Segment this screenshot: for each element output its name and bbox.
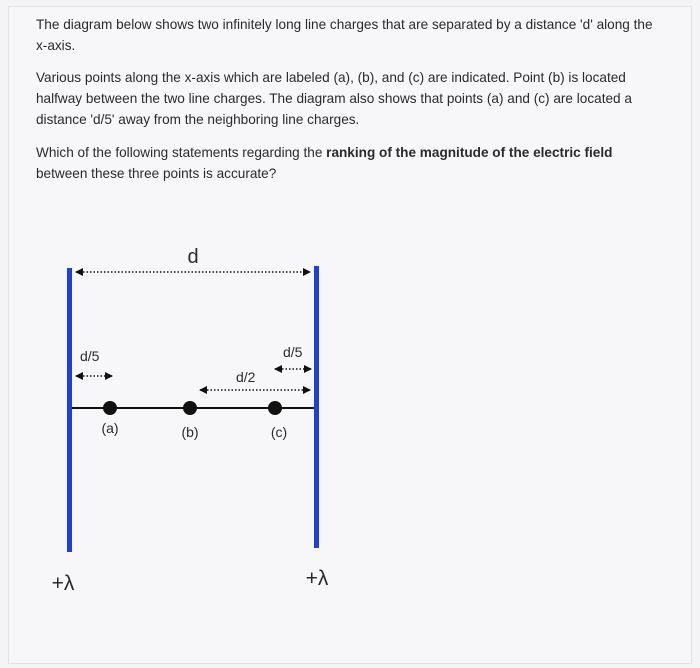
right-charge-label: +λ: [305, 567, 329, 590]
d-label: d: [187, 246, 199, 268]
point-a: [103, 401, 117, 415]
point-b: [183, 401, 197, 415]
point-c: [268, 401, 282, 415]
point-c-label: (c): [270, 424, 288, 440]
point-b-label: (b): [181, 424, 199, 440]
right-line-charge: [314, 266, 319, 548]
d5-right-label: d/5: [283, 344, 303, 360]
intro-paragraph: The diagram below shows two infinitely long line charges that are separated by a distance 'd' along the x-axis.: [36, 17, 653, 53]
question-text-bold: ranking of the magnitude of the electric field: [326, 145, 613, 160]
d2-label: d/2: [236, 369, 256, 385]
question-text-post: between these three points is accurate?: [36, 166, 277, 181]
points-paragraph: Various points along the x-axis which are labeled (a), (b), and (c) are indicated. Point (b) is located halfway between the two line charges. The diagram also shows that points (a) and (c) are located a distance 'd/5' away from the neighboring line charges.: [36, 70, 632, 127]
point-a-label: (a): [101, 420, 119, 436]
d5-left-label: d/5: [80, 348, 100, 364]
left-line-charge: [67, 268, 72, 552]
left-charge-label: +λ: [51, 572, 75, 595]
question-text-pre: Which of the following statements regarding the: [36, 145, 327, 160]
